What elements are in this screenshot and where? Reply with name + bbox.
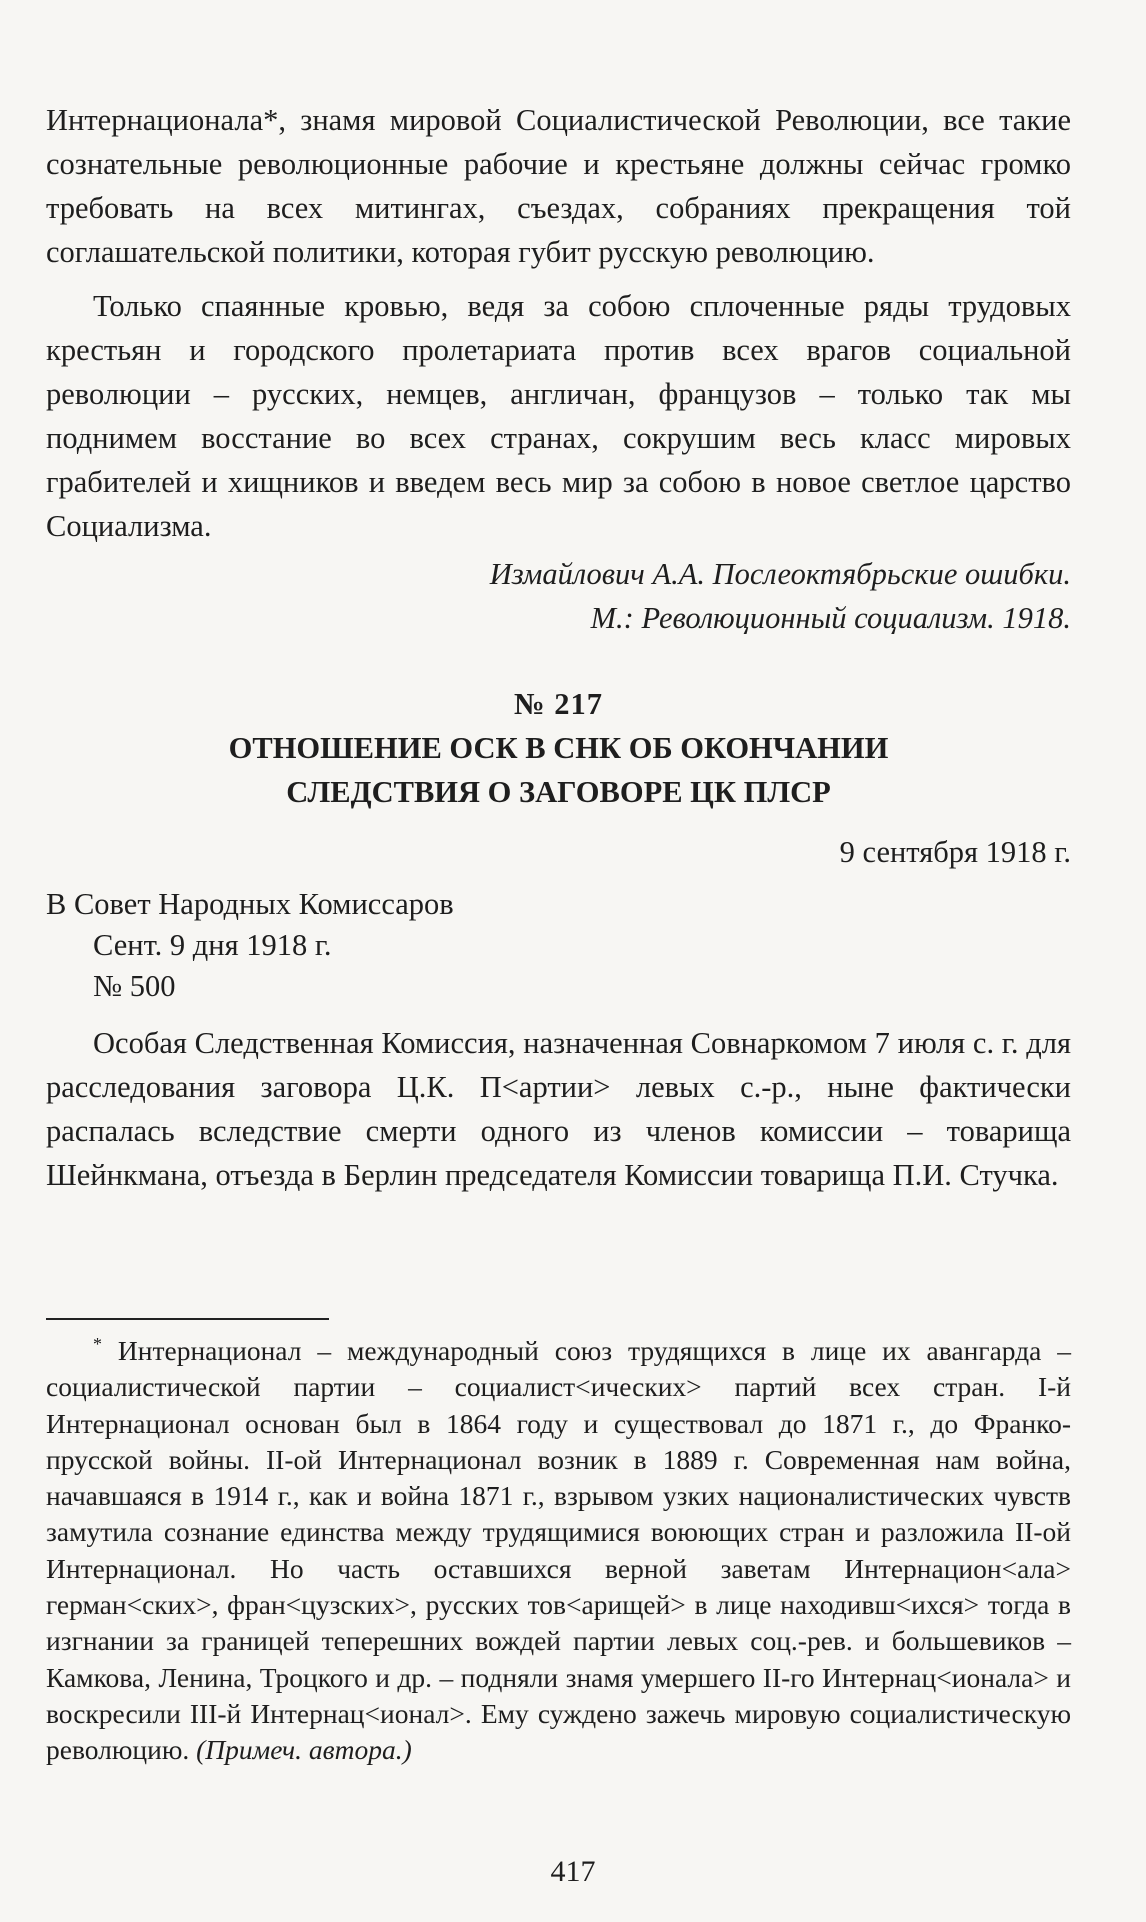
document-body: Особая Следственная Комиссия, назначенная Совнаркомом 7 июля с. г. для расследования заговора Ц.К. П<артии> левых с.-р., ныне фактически распалась вследствие смерти одного из членов комиссии – товарища Шейнкмана, отъезда в Берлин председателя Комиссии товарища П.И. Стучка. [46,1026,1071,1192]
footnote-divider [46,1318,329,1320]
footnote-marker: * [93,1333,102,1354]
paragraph-1: Интернационала*, знамя мировой Социалистической Революции, все такие сознательные революционные рабочие и крестьяне должны сейчас громко требовать на всех митингах, съездах, собраниях прекращения той соглашательской политики, которая губит русскую революцию. [46,103,1071,269]
main-text [46,98,1071,1197]
address-block [46,884,1071,1007]
source-line-1: Измайлович А.А. Послеоктябрьские ошибки. [489,557,1071,591]
document-title-line-1: ОТНОШЕНИЕ ОСК В СНК ОБ ОКОНЧАНИИ [228,731,889,765]
document-title-line-2: СЛЕДСТВИЯ О ЗАГОВОРЕ ЦК ПЛСР [286,775,831,809]
author-note: (Примеч. автора.) [196,1734,412,1766]
sent-date: Сент. 9 дня 1918 г. [93,928,332,962]
document-date: 9 сентября 1918 г. [839,835,1071,869]
document-number: № 217 [513,687,604,721]
source-citation [46,552,1071,640]
source-line-2: М.: Революционный социализм. 1918. [590,601,1071,635]
paragraph-2: Только спаянные кровью, ведя за собою сплоченные ряды трудовых крестьян и городского пролетариата против всех врагов социальной революции – русских, немцев, англичан, французов – только так мы поднимем восстание во всех странах, сокрушим весь класс мировых грабителей и хищников и введем весь мир за собою в новое светлое царство Социализма. [46,289,1071,543]
footnote-text: Интернационал – международный союз трудящихся в лице их авангарда – социалистической партии – социалист<ических> партий всех стран. I-й Интернационал основан был в 1864 году и существовал до 1871 г., до Франко-прусской войны. II-ой Интернационал возник в 1889 г. Современная нам война, начавшаяся в 1914 г., как и война 1871 г., взрывом узких националистических чувств замутила сознание единства между трудящимися воюющих стран и разложила II-ой Интернационал. Но часть оставшихся верной заветам Интернацион<ала> герман<ских>, фран<цузских>, русских тов<арищей> в лице находивш<ихся> тогда в изгнании за границей теперешних вождей партии левых соц.-рев. и большевиков – Камкова, Ленина, Троцкого и др. – подняли знамя умершего II-го Интернац<ионала> и воскресили III-й Интернац<ионал>. Ему суждено зажечь мировую социалистическую революцию. [46,1335,1072,1766]
footnote [46,1333,1071,1769]
page-number: 417 [550,1855,596,1888]
addressee: В Совет Народных Комиссаров [46,887,454,921]
outgoing-number: № 500 [93,969,176,1003]
